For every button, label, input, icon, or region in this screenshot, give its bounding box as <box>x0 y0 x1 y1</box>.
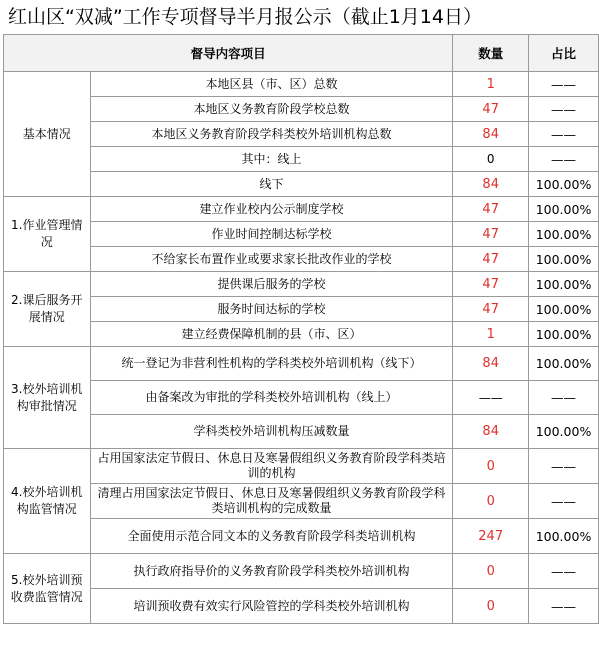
table-row <box>4 449 599 484</box>
table-row <box>4 72 599 97</box>
item-cell: 执行政府指导价的义务教育阶段学科类校外培训机构 <box>90 554 453 589</box>
category-cell: 4.校外培训机构监管情况 <box>4 449 91 554</box>
table-body <box>4 72 599 624</box>
ratio-cell: 100.00% <box>529 247 599 272</box>
ratio-cell: —— <box>529 147 599 172</box>
table-row <box>4 272 599 297</box>
header-row <box>4 35 599 72</box>
table-row <box>4 247 599 272</box>
count-cell: 84 <box>453 347 529 381</box>
count-cell: 1 <box>453 322 529 347</box>
item-cell: 其中：线上 <box>90 147 453 172</box>
count-cell: —— <box>453 381 529 415</box>
table-row <box>4 197 599 222</box>
table-row <box>4 322 599 347</box>
item-cell: 建立经费保障机制的县（市、区） <box>90 322 453 347</box>
item-cell: 线下 <box>90 172 453 197</box>
supervision-table <box>3 34 599 624</box>
table-row <box>4 519 599 554</box>
ratio-cell: —— <box>529 72 599 97</box>
item-cell: 本地区义务教育阶段学校总数 <box>90 97 453 122</box>
item-cell: 不给家长布置作业或要求家长批改作业的学校 <box>90 247 453 272</box>
ratio-cell: 100.00% <box>529 415 599 449</box>
item-cell: 全面使用示范合同文本的义务教育阶段学科类培训机构 <box>90 519 453 554</box>
count-cell: 1 <box>453 72 529 97</box>
header-item: 督导内容项目 <box>4 35 453 72</box>
category-cell: 基本情况 <box>4 72 91 197</box>
count-cell: 0 <box>453 449 529 484</box>
count-cell: 47 <box>453 297 529 322</box>
item-cell: 由备案改为审批的学科类校外培训机构（线上） <box>90 381 453 415</box>
ratio-cell: —— <box>529 484 599 519</box>
item-cell: 本地区义务教育阶段学科类校外培训机构总数 <box>90 122 453 147</box>
header-ratio: 占比 <box>529 35 599 72</box>
ratio-cell: —— <box>529 97 599 122</box>
table-row <box>4 97 599 122</box>
count-cell: 0 <box>453 554 529 589</box>
count-cell: 47 <box>453 197 529 222</box>
table-row <box>4 172 599 197</box>
count-cell: 0 <box>453 484 529 519</box>
table-row <box>4 122 599 147</box>
category-cell: 3.校外培训机构审批情况 <box>4 347 91 449</box>
page-title: 红山区“双减”工作专项督导半月报公示（截止1月14日） <box>8 6 482 28</box>
item-cell: 作业时间控制达标学校 <box>90 222 453 247</box>
category-cell: 1.作业管理情况 <box>4 197 91 272</box>
item-cell: 本地区县（市、区）总数 <box>90 72 453 97</box>
header-count: 数量 <box>453 35 529 72</box>
ratio-cell: 100.00% <box>529 519 599 554</box>
table-row <box>4 297 599 322</box>
item-cell: 建立作业校内公示制度学校 <box>90 197 453 222</box>
item-cell: 培训预收费有效实行风险管控的学科类校外培训机构 <box>90 589 453 624</box>
table-row <box>4 222 599 247</box>
count-cell: 47 <box>453 272 529 297</box>
ratio-cell: 100.00% <box>529 322 599 347</box>
table-row <box>4 415 599 449</box>
item-cell: 统一登记为非营利性机构的学科类校外培训机构（线下） <box>90 347 453 381</box>
ratio-cell: —— <box>529 381 599 415</box>
ratio-cell: 100.00% <box>529 197 599 222</box>
ratio-cell: 100.00% <box>529 272 599 297</box>
count-cell: 0 <box>453 147 529 172</box>
count-cell: 47 <box>453 97 529 122</box>
ratio-cell: 100.00% <box>529 347 599 381</box>
ratio-cell: —— <box>529 122 599 147</box>
table-row <box>4 147 599 172</box>
category-cell: 2.课后服务开展情况 <box>4 272 91 347</box>
item-cell: 占用国家法定节假日、休息日及寒暑假组织义务教育阶段学科类培训的机构 <box>90 449 453 484</box>
table-row <box>4 484 599 519</box>
table-row <box>4 589 599 624</box>
count-cell: 247 <box>453 519 529 554</box>
ratio-cell: 100.00% <box>529 222 599 247</box>
table-row <box>4 554 599 589</box>
ratio-cell: 100.00% <box>529 297 599 322</box>
ratio-cell: —— <box>529 554 599 589</box>
item-cell: 服务时间达标的学校 <box>90 297 453 322</box>
ratio-cell: —— <box>529 449 599 484</box>
table-row <box>4 381 599 415</box>
ratio-cell: —— <box>529 589 599 624</box>
table-row <box>4 347 599 381</box>
count-cell: 84 <box>453 122 529 147</box>
count-cell: 47 <box>453 247 529 272</box>
count-cell: 84 <box>453 172 529 197</box>
item-cell: 学科类校外培训机构压减数量 <box>90 415 453 449</box>
count-cell: 84 <box>453 415 529 449</box>
count-cell: 0 <box>453 589 529 624</box>
item-cell: 提供课后服务的学校 <box>90 272 453 297</box>
item-cell: 清理占用国家法定节假日、休息日及寒暑假组织义务教育阶段学科类培训机构的完成数量 <box>90 484 453 519</box>
ratio-cell: 100.00% <box>529 172 599 197</box>
count-cell: 47 <box>453 222 529 247</box>
category-cell: 5.校外培训预收费监管情况 <box>4 554 91 624</box>
